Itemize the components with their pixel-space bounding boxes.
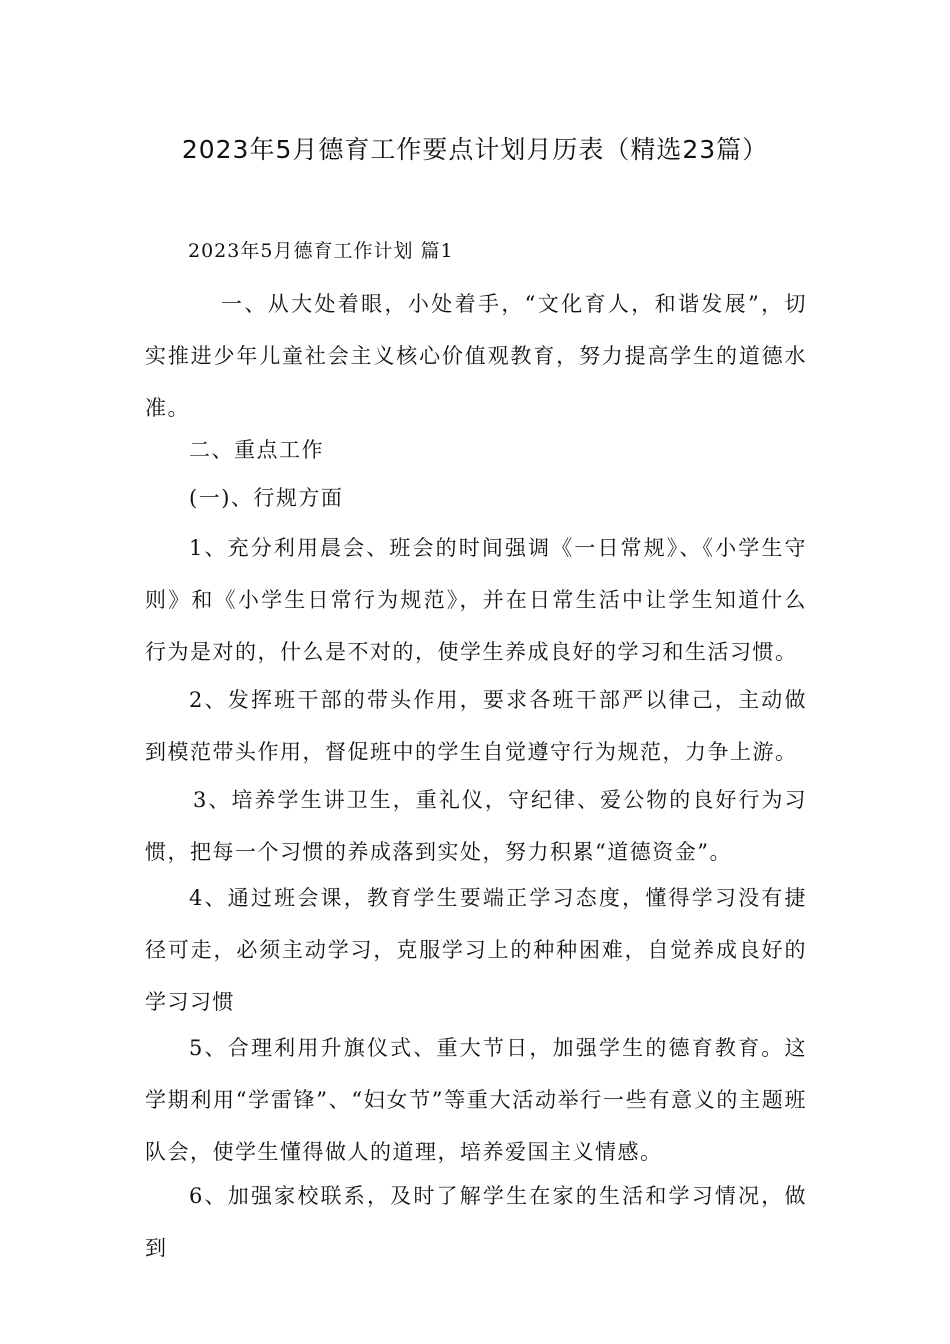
paragraph-8: 5、合理利用升旗仪式、重大节日，加强学生的德育教育。这学期利用“学雷锋”、“妇女节”等重大活动举行一些有意义的主题班队会，使学生懂得做人的道理，培养爱国主义情感。 — [145, 1036, 807, 1164]
paragraph-1: 一、从大处着眼，小处着手，“文化育人，和谐发展”，切实推进少年儿童社会主义核心价值观教育，努力提高学生的道德水准。 — [145, 292, 807, 420]
paragraph-5: 2、发挥班干部的带头作用，要求各班干部严以律己，主动做到模范带头作用，督促班中的学生自觉遵守行为规范，力争上游。 — [145, 688, 807, 764]
paragraph-6: 3、培养学生讲卫生，重礼仪，守纪律、爱公物的良好行为习惯，把每一个习惯的养成落到实处，努力积累“道德资金”。 — [145, 788, 807, 864]
paragraph-4: 1、充分利用晨会、班会的时间强调《一日常规》、《小学生守则》和《小学生日常行为规范》，并在日常生活中让学生知道什么行为是对的，什么是不对的，使学生养成良好的学习和生活习惯。 — [145, 536, 807, 664]
paragraph-2: 二、重点工作 — [189, 438, 324, 462]
document-title: 2023年5月德育工作要点计划月历表（精选23篇） — [181, 135, 769, 164]
paragraph-3: (一)、行规方面 — [189, 486, 344, 510]
paragraph-9: 6、加强家校联系，及时了解学生在家的生活和学习情况，做到 — [145, 1184, 807, 1260]
paragraph-7: 4、通过班会课，教育学生要端正学习态度，懂得学习没有捷径可走，必须主动学习，克服学习上的种种困难，自觉养成良好的学习习惯 — [145, 886, 807, 1014]
section-heading: 2023年5月德育工作计划 篇1 — [188, 240, 454, 262]
